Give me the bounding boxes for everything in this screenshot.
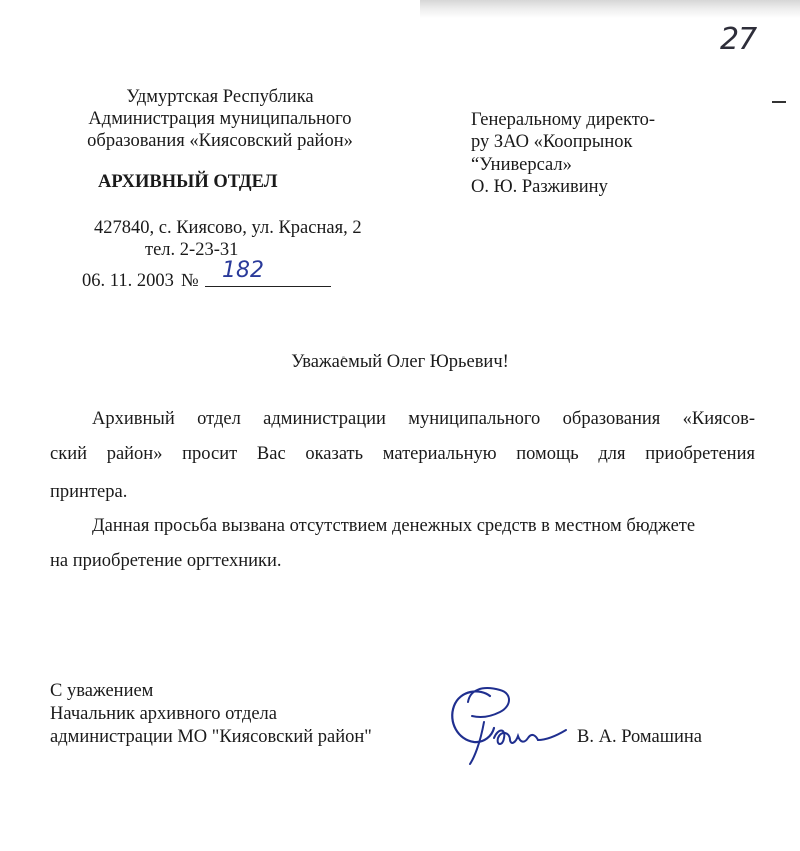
- number-underline: [205, 286, 331, 287]
- sender-phone: тел. 2-23-31: [145, 240, 239, 260]
- paragraph-2-line-1: Данная просьба вызвана отсутствием денежных средств в местном бюджете: [92, 516, 696, 536]
- recipient-line-4: О. Ю. Разживину: [471, 177, 608, 197]
- document-date: 06. 11. 2003: [82, 271, 174, 291]
- edge-mark: [772, 101, 786, 103]
- signatory-name: В. А. Ромашина: [577, 727, 702, 747]
- sender-address: 427840, с. Киясово, ул. Красная, 2: [94, 218, 362, 238]
- paragraph-1-line-1: Архивный отдел администрации муниципального образования «Киясов-: [92, 409, 755, 429]
- registration-number: 182: [222, 258, 264, 283]
- closing-position-line-1: Начальник архивного отдела: [50, 704, 278, 724]
- closing-position-line-2: администрации МО "Киясовский район": [50, 727, 372, 747]
- recipient-line-3: “Универсал»: [471, 155, 572, 175]
- closing-regards: С уважением: [50, 681, 154, 701]
- paragraph-2-line-2: на приобретение оргтехники.: [50, 551, 282, 571]
- scan-shadow: [420, 0, 800, 18]
- sender-administration: Администрация муниципального: [88, 109, 352, 129]
- department-title: АРХИВНЫЙ ОТДЕЛ: [98, 172, 278, 192]
- salutation: Уважаемый Олег Юрьевич!: [291, 352, 509, 372]
- handwritten-signature: [440, 680, 570, 770]
- sender-district: образования «Киясовский район»: [87, 131, 353, 151]
- paragraph-1-line-3: принтера.: [50, 482, 128, 502]
- document-number-label: №: [181, 271, 199, 291]
- handwritten-page-number: 27: [720, 22, 757, 57]
- sender-republic: Удмуртская Республика: [126, 87, 314, 107]
- paragraph-1-line-2: ский район» просит Вас оказать материальную помощь для приобретения: [50, 444, 755, 464]
- recipient-line-2: ру ЗАО «Коопрынок: [471, 132, 633, 152]
- recipient-line-1: Генеральному директо-: [471, 110, 656, 130]
